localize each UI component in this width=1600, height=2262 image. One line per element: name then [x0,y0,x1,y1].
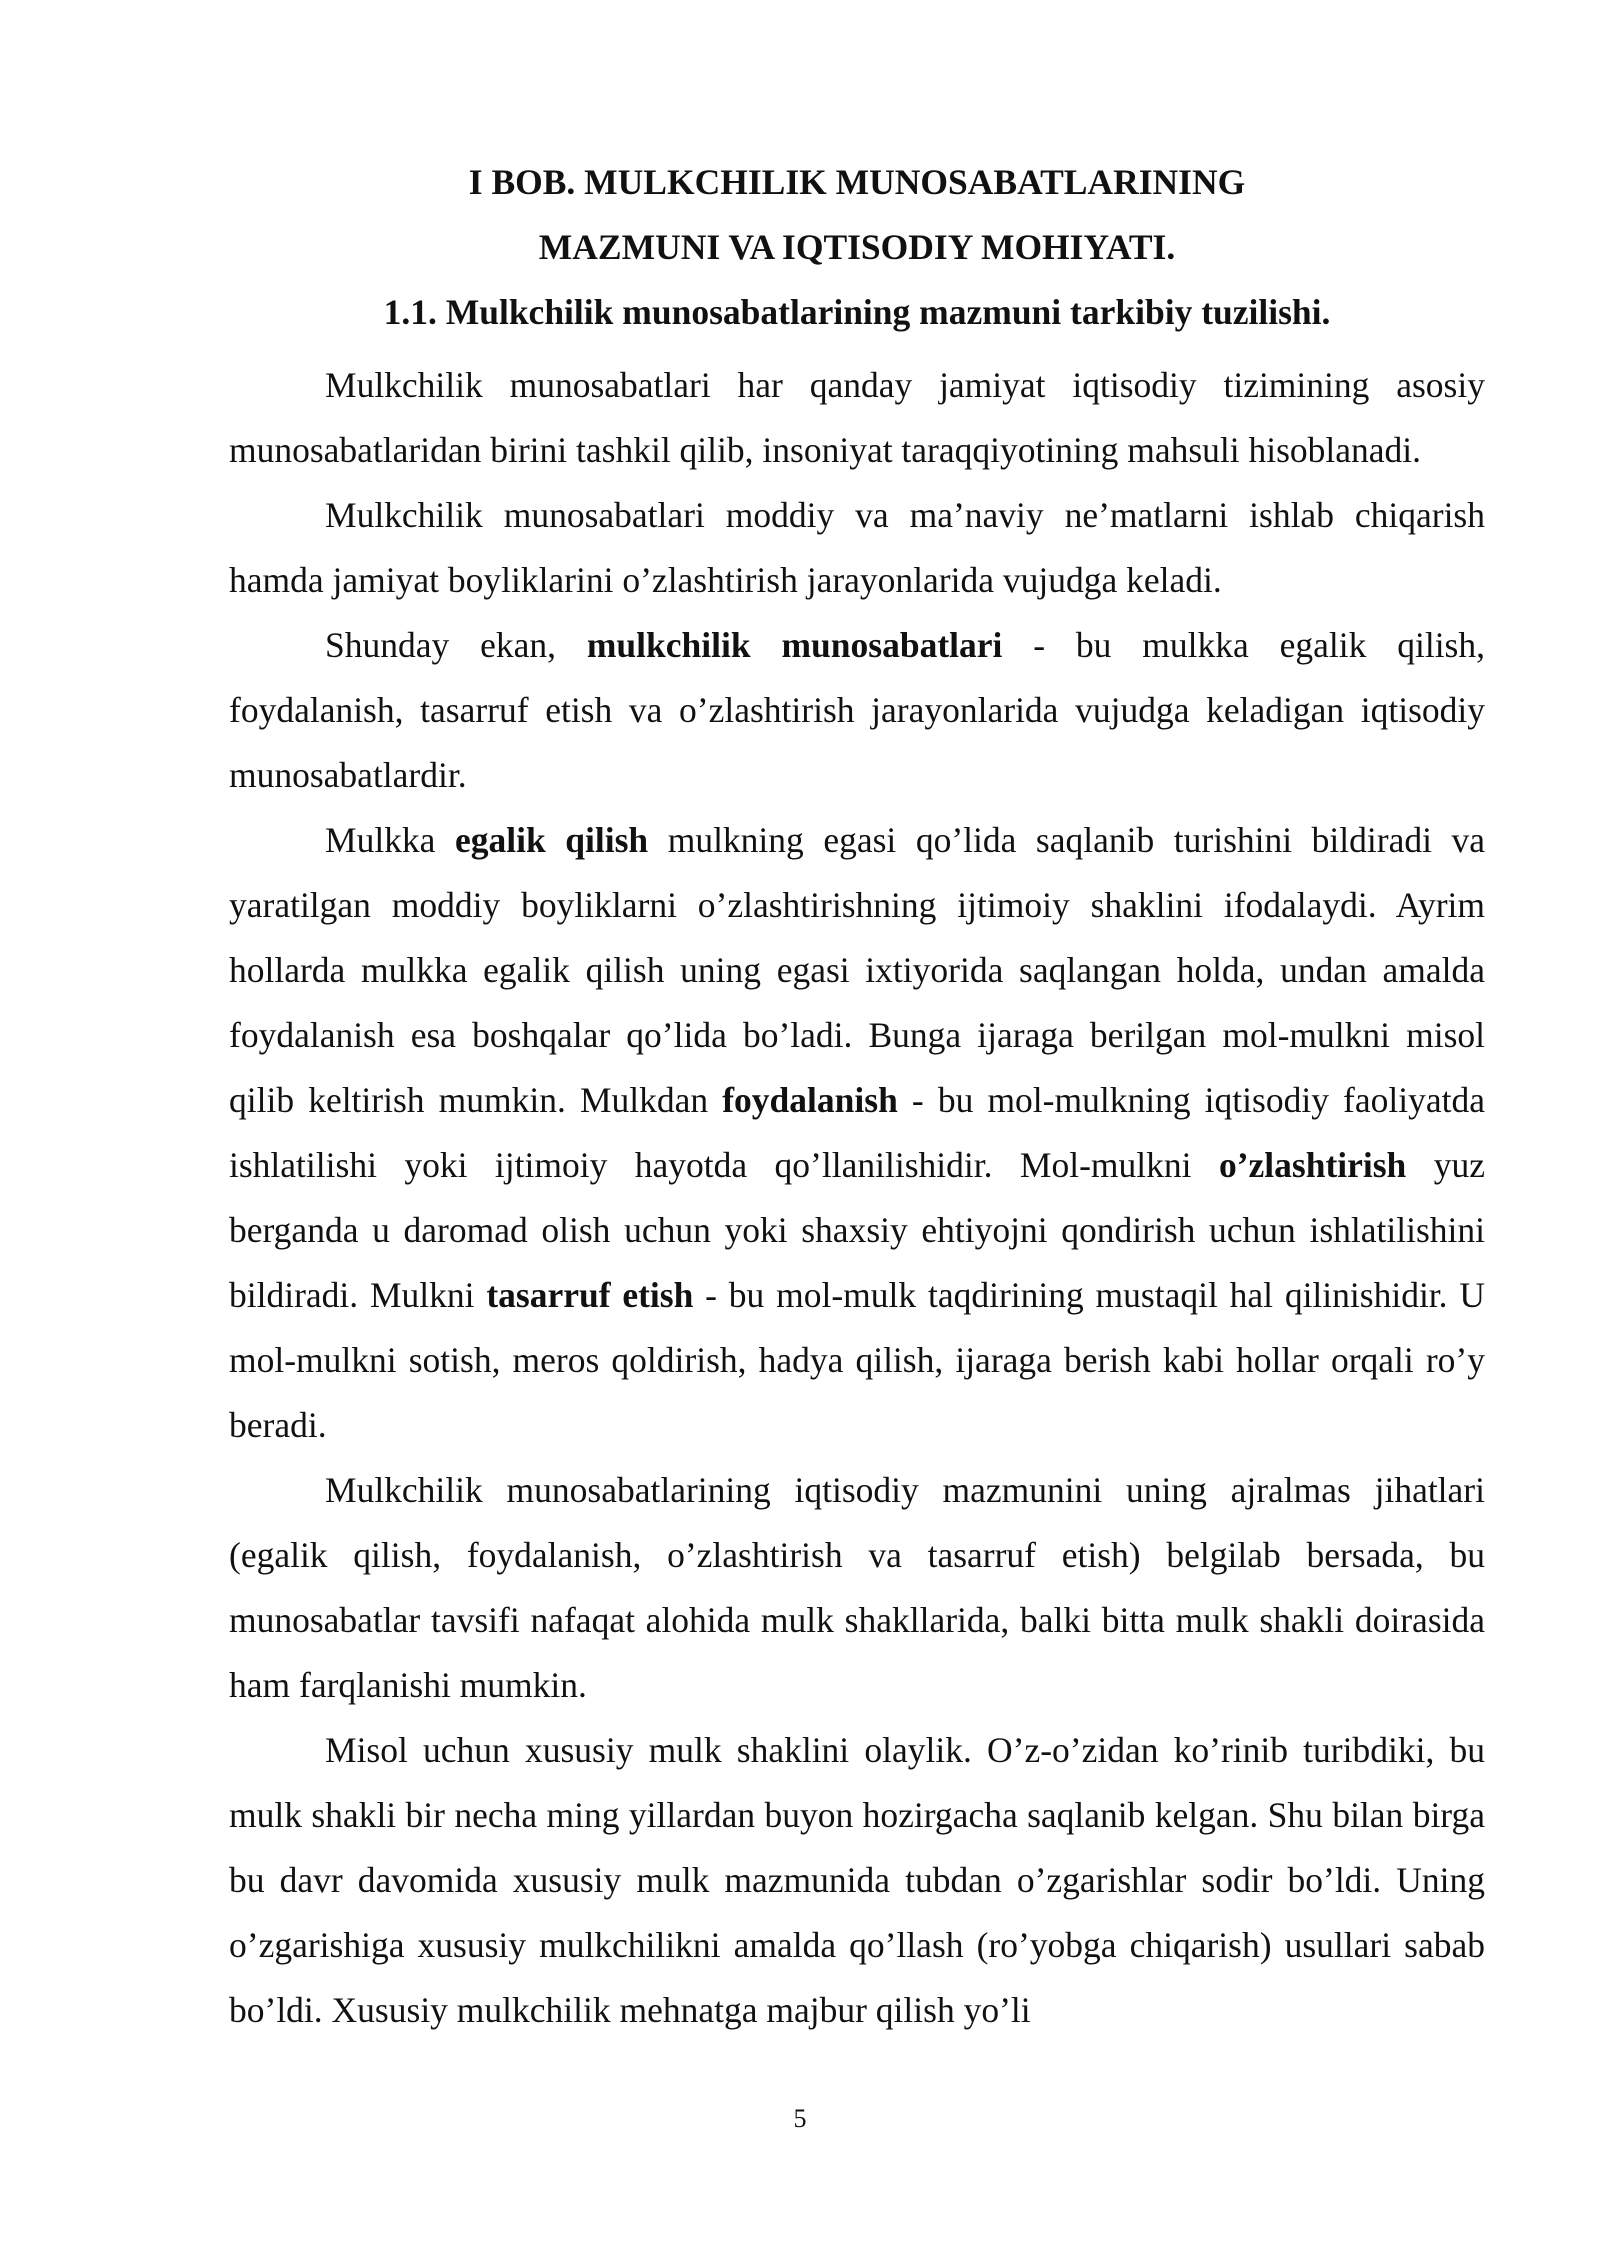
chapter-heading-line-1: I BOB. MULKCHILIK MUNOSABATLARINING [468,162,1246,202]
paragraph-4-text-3: - bu mol-mulkning iqtisodiy faoliyatda ishlatilishi yoki ijtimoiy hayotda qo’llanilishidir. Mol-mulkni [229,1080,1485,1185]
term-mulkchilik-munosabatlari: mulkchilik munosabatlari [586,625,1003,665]
paragraph-1: Mulkchilik munosabatlari har qanday jamiyat iqtisodiy tizimining asosiy munosabatlaridan birini tashkil qilib, insoniyat taraqqiyotining mahsuli hisoblanadi. [229,365,1485,470]
paragraph-4 [229,808,1485,1458]
section-title: 1.1. Mulkchilik munosabatlarining mazmuni tarkibiy tuzilishi. [383,292,1331,332]
term-ozlashtirish: o’zlashtirish [1218,1145,1407,1185]
paragraph-4-text-2: mulkning egasi qo’lida saqlanib turishini bildiradi va yaratilgan moddiy boyliklarni o’zlashtirishning ijtimoiy shaklini ifodalaydi. Ayrim hollarda mulkka egalik qilish uning egasi ixtiyorida saqlangan holda, undan amalda foydalanish esa boshqalar qo’lida bo’ladi. Bunga ijaraga berilgan mol-mulkni misol qilib keltirish mumkin. Mulkdan [229,820,1485,1120]
paragraph-5: Mulkchilik munosabatlarining iqtisodiy mazmunini uning ajralmas jihatlari (egalik qilish, foydalanish, o’zlashtirish va tasarruf etish) belgilab bersada, bu munosabatlar tavsifi nafaqat alohida mulk shakllarida, balki bitta mulk shakli doirasida ham farqlanishi mumkin. [229,1470,1485,1705]
paragraph-3-text-2: - bu mulkka egalik qilish, foydalanish, tasarruf etish va o’zlashtirish jarayonlarida vujudga keladigan iqtisodiy munosabatlardir. [229,625,1485,795]
document-page [229,150,1485,2043]
paragraph-4-text-5: - bu mol-mulk taqdirining mustaqil hal qilinishidir. U mol-mulkni sotish, meros qoldirish, hadya qilish, ijaraga berish kabi hollar orqali ro’y beradi. [229,1275,1485,1445]
paragraph-3-text-1: Shunday ekan, [325,625,587,665]
paragraph-4-text-4: yuz berganda u daromad olish uchun yoki shaxsiy ehtiyojni qondirish uchun ishlatilishini bildiradi. Mulkni [229,1145,1485,1315]
paragraph-2: Mulkchilik munosabatlari moddiy va ma’naviy ne’matlarni ishlab chiqarish hamda jamiyat boyliklarini o’zlashtirish jarayonlarida vujudga keladi. [229,495,1485,600]
term-egalik-qilish: egalik qilish [454,820,649,860]
paragraph-3 [229,613,1485,808]
chapter-heading-line-2: MAZMUNI VA IQTISODIY MOHIYATI. [538,227,1176,267]
paragraph-6: Misol uchun xususiy mulk shaklini olaylik. O’z-o’zidan ko’rinib turibdiki, bu mulk shakli bir necha ming yillardan buyon hozirgacha saqlanib kelgan. Shu bilan birga bu davr davomida xususiy mulk mazmunida tubdan o’zgarishlar sodir bo’ldi. Uning o’zgarishiga xususiy mulkchilikni amalda qo’llash (ro’yobga chiqarish) usullari sabab bo’ldi. Xususiy mulkchilik mehnatga majbur qilish yo’li [229,1730,1485,2030]
term-tasarruf-etish: tasarruf etish [486,1275,694,1315]
term-foydalanish: foydalanish [722,1080,898,1120]
paragraph-4-text-1: Mulkka [325,820,455,860]
page-number: 5 [793,2104,807,2133]
